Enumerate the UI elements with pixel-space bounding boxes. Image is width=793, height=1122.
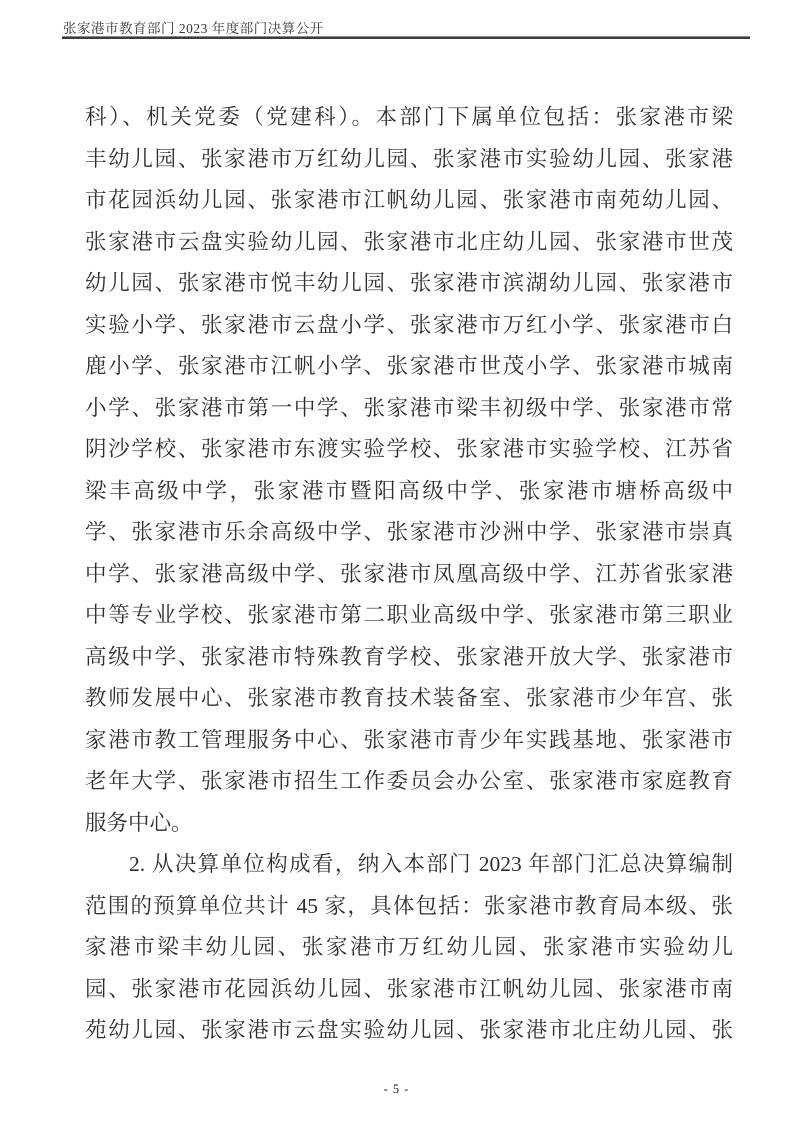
text-line: 小学、张家港市第一中学、张家港市梁丰初级中学、张家港市常 — [85, 395, 733, 420]
text-line: 张家港市云盘实验幼儿园、张家港市北庄幼儿园、张家港市世茂 — [85, 229, 733, 254]
text-line: 园、张家港市花园浜幼儿园、张家港市江帆幼儿园、张家港市南 — [85, 976, 733, 1001]
text-line: 2. 从决算单位构成看，纳入本部门 2023 年部门汇总决算编制 — [129, 852, 733, 876]
text-line: 高级中学、张家港市特殊教育学校、张家港开放大学、张家港市 — [85, 644, 733, 669]
text-line: 阴沙学校、张家港市东渡实验学校、张家港市实验学校、江苏省 — [85, 437, 733, 461]
text-line: 中学、张家港高级中学、张家港市凤凰高级中学、江苏省张家港 — [85, 561, 733, 586]
text-line: 梁丰高级中学，张家港市暨阳高级中学、张家港市塘桥高级中 — [85, 478, 733, 503]
text-line: 老年大学、张家港市招生工作委员会办公室、张家港市家庭教育 — [85, 769, 733, 793]
text-line: 苑幼儿园、张家港市云盘实验幼儿园、张家港市北庄幼儿园、张 — [85, 1018, 733, 1042]
page-number: - 5 - — [383, 1082, 410, 1096]
text-line: 科）、机关党委（党建科）。本部门下属单位包括：张家港市梁 — [85, 105, 733, 129]
text-line: 市花园浜幼儿园、张家港市江帆幼儿园、张家港市南苑幼儿园、 — [85, 188, 733, 212]
text-line: 幼儿园、张家港市悦丰幼儿园、张家港市滨湖幼儿园、张家港市 — [85, 271, 733, 295]
text-line: 鹿小学、张家港市江帆小学、张家港市世茂小学、张家港市城南 — [85, 354, 733, 378]
page-header-title: 张家港市教育部门 2023 年度部门决算公开 — [63, 21, 324, 36]
text-line: 教师发展中心、张家港市教育技术装备室、张家港市少年宫、张 — [85, 686, 733, 710]
text-line: 中等专业学校、张家港市第二职业高级中学、张家港市第三职业 — [85, 603, 733, 627]
text-line: 家港市教工管理服务中心、张家港市青少年实践基地、张家港市 — [85, 727, 733, 752]
text-line: 丰幼儿园、张家港市万红幼儿园、张家港市实验幼儿园、张家港 — [85, 146, 733, 171]
text-line: 家港市梁丰幼儿园、张家港市万红幼儿园、张家港市实验幼儿 — [85, 935, 733, 959]
text-line: 服务中心。 — [85, 810, 193, 835]
document-body — [85, 97, 733, 1052]
text-line: 范围的预算单位共计 45 家，具体包括：张家港市教育局本级、张 — [85, 893, 733, 918]
header-rule — [62, 36, 750, 39]
text-line: 实验小学、张家港市云盘小学、张家港市万红小学、张家港市白 — [85, 312, 733, 337]
text-line: 学、张家港市乐余高级中学、张家港市沙洲中学、张家港市崇真 — [85, 520, 733, 544]
